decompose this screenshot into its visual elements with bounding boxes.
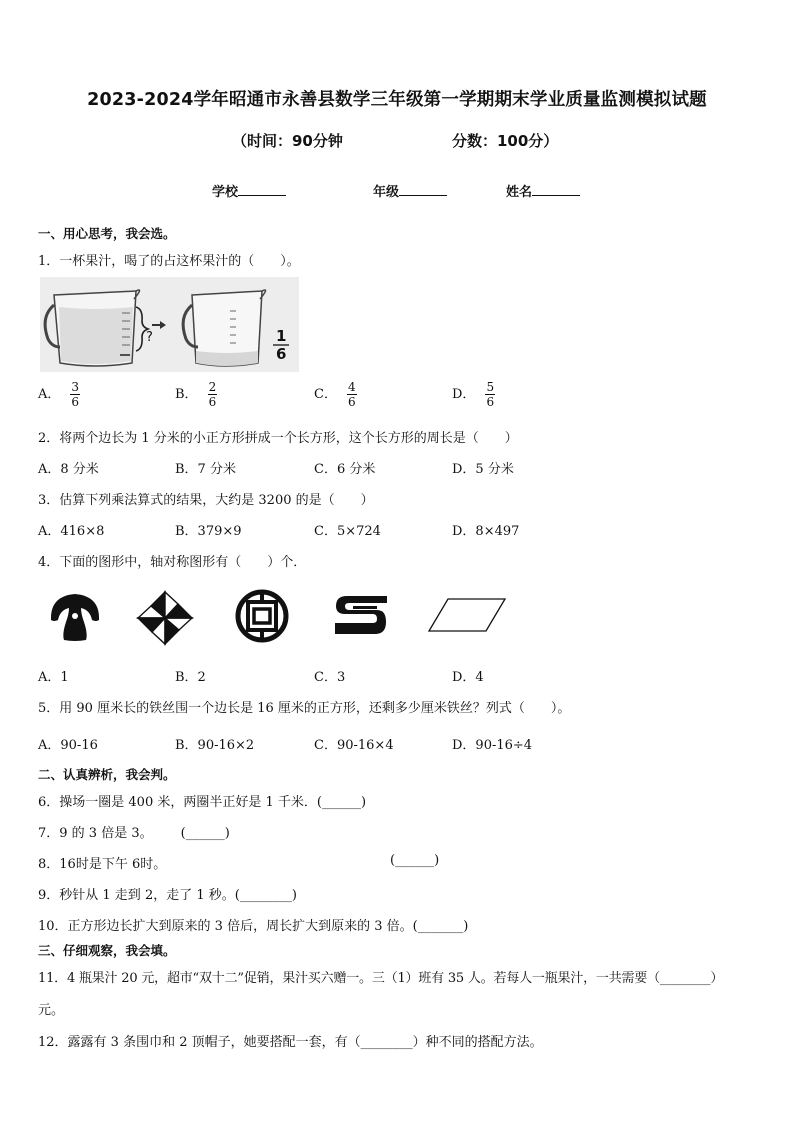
q4-option-b[interactable]: B．2	[175, 670, 206, 685]
q2-option-b[interactable]: B．7 分米	[175, 462, 236, 477]
q4-option-a[interactable]: A．1	[38, 670, 69, 685]
q5-option-d[interactable]: D．90-16÷4	[452, 738, 533, 753]
question-5: 5．用 90 厘米长的铁丝围一个边长是 16 厘米的正方形，还剩多少厘米铁丝？列式（ ）。	[38, 701, 571, 716]
cup-fraction-numerator: 1	[276, 327, 287, 345]
school-field[interactable]	[212, 181, 286, 200]
q1-option-d[interactable]	[452, 380, 495, 409]
parallelogram-icon	[426, 596, 508, 634]
q3-option-c[interactable]: C．5×724	[314, 524, 381, 539]
q3-option-d[interactable]: D．8×497	[452, 524, 520, 539]
q1-option-c-label: C．	[314, 387, 337, 402]
question-7-answer-blank[interactable]: (______)	[180, 826, 230, 841]
school-label: 学校	[212, 185, 239, 200]
cup-fraction-denominator: 6	[276, 345, 287, 363]
section-2-heading: 二、认真辨析，我会判。	[38, 767, 176, 782]
q2-option-d[interactable]: D．5 分米	[452, 462, 514, 477]
question-9-text: 9．秒针从 1 走到 2，走了 1 秒。	[38, 888, 235, 903]
name-label: 姓名	[506, 185, 533, 200]
juice-cups-image	[40, 277, 299, 372]
q4-option-c[interactable]: C．3	[314, 670, 346, 685]
q2-option-c[interactable]: C．6 分米	[314, 462, 376, 477]
question-6-text: 6．操场一圈是 400 米，两圈半正好是 1 千米．	[38, 795, 317, 810]
question-10	[38, 915, 468, 934]
q4-option-d[interactable]: D．4	[452, 670, 484, 685]
grade-label: 年级	[373, 185, 400, 200]
q1-option-c-fraction: $\frac{4}{6}$	[347, 380, 356, 409]
question-11: 11．4 瓶果汁 20 元，超市“双十二”促销，果汁买六赠一。三（1）班有 35 人。若每人一瓶果汁，一共需要（________）	[38, 971, 724, 986]
question-1: 1．一杯果汁，喝了的占这杯果汁的（ ）。	[38, 254, 300, 269]
q1-option-c[interactable]	[314, 380, 357, 409]
question-12: 12．露露有 3 条围巾和 2 顶帽子，她要搭配一套，有（________）种不同的搭配方法。	[38, 1035, 543, 1050]
q1-option-a-fraction: $\frac{3}{6}$	[71, 380, 80, 409]
q3-option-b[interactable]: B．379×9	[175, 524, 242, 539]
q2-option-a[interactable]: A．8 分米	[38, 462, 99, 477]
section-1-heading: 一、用心思考，我会选。	[38, 226, 176, 241]
question-6	[38, 791, 366, 810]
exam-score: 分数：100分）	[452, 132, 559, 150]
name-blank[interactable]	[532, 183, 580, 196]
question-8-answer-blank[interactable]: (______)	[390, 853, 440, 868]
exam-time: （时间：90分钟	[232, 132, 343, 150]
mushroom-icon	[48, 590, 102, 644]
q1-option-b[interactable]	[175, 380, 217, 409]
question-6-answer-blank[interactable]: (______)	[316, 795, 367, 810]
bank-logo-icon	[234, 588, 290, 644]
q5-option-b[interactable]: B．90-16×2	[175, 738, 255, 753]
question-7-text: 7．9 的 3 倍是 3。	[38, 826, 153, 841]
q1-option-a-label: A．	[38, 387, 61, 402]
q3-option-a[interactable]: A．416×8	[38, 524, 105, 539]
cup-question-mark: ?	[146, 330, 153, 345]
juice-cups-icon	[40, 277, 299, 372]
school-blank[interactable]	[238, 183, 286, 196]
pinwheel-icon	[136, 590, 194, 646]
question-8: 8．16时是下午 6时。	[38, 857, 167, 872]
name-field[interactable]	[506, 181, 580, 200]
s-logo-icon	[333, 592, 389, 638]
question-2: 2．将两个边长为 1 分米的小正方形拼成一个长方形，这个长方形的周长是（ ）	[38, 431, 518, 446]
question-3: 3．估算下列乘法算式的结果，大约是 3200 的是（ ）	[38, 493, 374, 508]
q1-option-b-label: B．	[175, 387, 198, 402]
page-title: 2023-2024学年昭通市永善县数学三年级第一学期期末学业质量监测模拟试题	[87, 90, 707, 110]
q1-option-d-fraction: $\frac{5}{6}$	[486, 380, 495, 409]
q5-option-c[interactable]: C．90-16×4	[314, 738, 394, 753]
question-10-text: 10．正方形边长扩大到原来的 3 倍后，周长扩大到原来的 3 倍。	[38, 919, 413, 934]
question-11-continuation: 元。	[38, 1003, 65, 1018]
q1-option-a[interactable]	[38, 380, 80, 409]
section-3-heading: 三、仔细观察，我会填。	[38, 943, 176, 958]
q1-option-d-label: D．	[452, 387, 476, 402]
q5-option-a[interactable]: A．90-16	[38, 738, 98, 753]
question-7	[38, 822, 230, 841]
q1-option-b-fraction: $\frac{2}{6}$	[208, 380, 217, 409]
question-9	[38, 884, 297, 903]
question-10-answer-blank[interactable]: (_______)	[412, 919, 469, 934]
question-9-answer-blank[interactable]: (________)	[234, 888, 297, 903]
grade-blank[interactable]	[399, 183, 447, 196]
grade-field[interactable]	[373, 181, 447, 200]
question-4: 4．下面的图形中，轴对称图形有（ ）个．	[38, 555, 307, 570]
